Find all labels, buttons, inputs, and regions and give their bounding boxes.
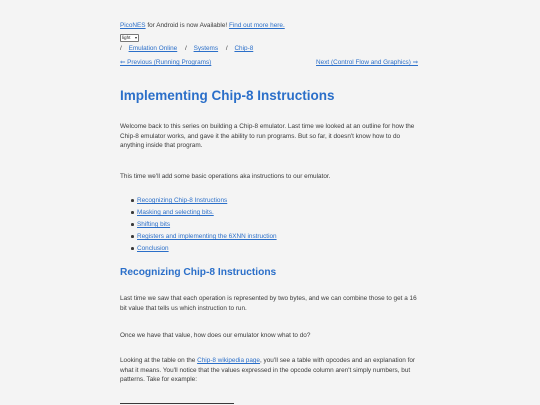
page-title: Implementing Chip-8 Instructions <box>120 88 335 103</box>
banner-text: for Android is now Available! <box>145 22 229 29</box>
toc-link-recognizing[interactable]: Recognizing Chip-8 Instructions <box>137 197 228 204</box>
toc-link-masking[interactable]: Masking and selecting bits. <box>137 209 214 216</box>
next-page-link[interactable]: Next (Control Flow and Graphics) ⇒ <box>316 59 418 66</box>
para-text: Looking at the table on the <box>120 357 198 364</box>
breadcrumb-separator: / <box>185 45 187 52</box>
theme-select-value: light <box>122 35 131 40</box>
previous-page-link[interactable]: ⇐ Previous (Running Programs) <box>120 59 212 66</box>
breadcrumb-chip8[interactable]: Chip-8 <box>234 45 254 52</box>
table-top-border <box>120 403 234 404</box>
section-paragraph-3 <box>120 356 425 385</box>
breadcrumb <box>120 44 253 54</box>
toc-item <box>120 220 277 232</box>
breadcrumb-separator: / <box>225 45 228 52</box>
toc-item <box>120 208 277 220</box>
piconess-link[interactable]: PicoNES <box>120 22 146 29</box>
section-heading: Recognizing Chip-8 Instructions <box>120 267 277 278</box>
toc-link-registers[interactable]: Registers and implementing the 6XNN instruction <box>137 233 277 240</box>
toc-item <box>120 244 277 256</box>
para-text: , you'll see a table with opcodes and an explanation for what it means. You'll notice that the values expressed in the opcode column aren't simply numbers, but patterns. Take for example: <box>120 357 416 384</box>
announcement-banner <box>120 21 285 31</box>
toc-item <box>120 232 277 244</box>
intro-paragraph: Welcome back to this series on building a Chip-8 emulator. Last time we looked at an outline for how the Chip-8 emulator works, and gave it the ability to run programs. But so far, it doesn't know how to do anything inside that program. <box>120 123 415 150</box>
table-of-contents <box>120 196 277 256</box>
toc-item <box>120 196 277 208</box>
section-paragraph-2: Once we have that value, how does our emulator know what to do? <box>120 332 311 339</box>
breadcrumb-separator: / <box>120 45 122 52</box>
intro-paragraph-2: This time we'll add some basic operations aka instructions to our emulator. <box>120 173 331 180</box>
theme-select[interactable] <box>120 34 139 42</box>
breadcrumb-systems[interactable]: Systems <box>193 45 219 52</box>
section-paragraph-1: Last time we saw that each operation is represented by two bytes, and we can combine those to get a 16 bit value that tells us which instruction to run. <box>120 295 417 312</box>
find-out-more-link[interactable]: Find out more here. <box>228 22 285 29</box>
wikipedia-link[interactable]: Chip-8 wikipedia page <box>197 357 260 364</box>
chevron-down-icon: ▾ <box>134 35 137 40</box>
breadcrumb-emulation-online[interactable]: Emulation Online <box>128 45 178 52</box>
toc-link-conclusion[interactable]: Conclusion <box>137 245 169 252</box>
toc-link-shifting[interactable]: Shifting bits <box>137 221 171 228</box>
